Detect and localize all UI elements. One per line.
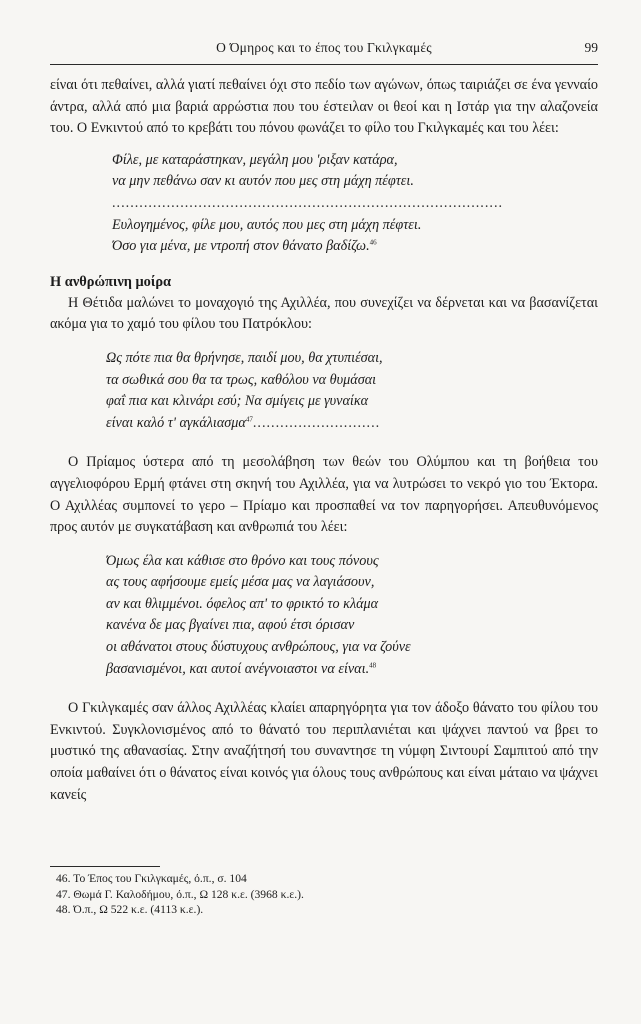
poem-line: Ως πότε πια θα θρήνησε, παιδί μου, θα χτυπιέσαι, — [106, 349, 383, 366]
footnote-rule — [50, 866, 160, 867]
footnote-ref: 48 — [369, 660, 377, 669]
poem-line: Ευλογημένος, φίλε μου, αυτός που μες στη μάχη πέφτει. — [112, 216, 422, 233]
paragraph-1: είναι ότι πεθαίνει, αλλά γιατί πεθαίνει όχι στο πεδίο των αγώνων, όπως ταιριάζει σε ένα γενναίο άντρα, αλλά από μια βαριά αρρώστια που του έστειλαν οι θεοί και η Ιστάρ για την αλαζονεία του. Ο Ενκιντού από το κρεβάτι του πόνου φωνάζει το φίλο του Γκιλγκαμές και του λέει: — [50, 77, 598, 137]
paragraph-3: Ο Πρίαμος ύστερα από τη μεσολάβηση των θεών του Ολύμπου και τη βοήθεια του αγγελιοφόρου Ερμή φτάνει στη σκηνή του Αχιλλέα, για να λυτρώσει το νεκρό γιο του Έκτορα. Ο Αχιλλέας συμπονεί το γερο – Πρίαμο και προσπαθεί να τον παρηγορήσει. Απευθυνόμενος προς αυτόν με συγκατάβαση και ανθρωπιά του λέει: — [50, 454, 598, 536]
poem-enkidu — [112, 150, 598, 258]
poem-thetis — [106, 348, 598, 434]
footnotes — [50, 866, 598, 918]
poem-line: κανένα δε μας βγαίνει πια, αφού έτσι όρισαν — [106, 617, 355, 634]
footnote: 47. Θωμά Γ. Καλοδήμου, ό.π., Ω 128 κ.ε. (3968 κ.ε.). — [56, 887, 304, 901]
poem-line: αν και θλιμμένοι. όφελος απ' το φρικτό το κλάμα — [106, 595, 379, 612]
footnote: 48. Ό.π., Ω 522 κ.ε. (4113 κ.ε.). — [56, 903, 204, 916]
poem-ellipsis: ............................ — [252, 414, 381, 431]
poem-line: φαΐ πια και κλινάρι εσύ; Να σμίγεις με γυναίκα — [106, 393, 369, 410]
poem-line: ας τους αφήσουμε εμείς μέσα μας να λαγιάσουν, — [106, 574, 375, 591]
poem-line: βασανισμένοι, και αυτοί ανέγνοιαστοι να είναι.$^{48}$ — [106, 660, 377, 677]
running-header — [50, 40, 598, 65]
footnote-ref: 47 — [245, 414, 253, 423]
poem-line: Όσο για μένα, με ντροπή στον θάνατο βαδίζω.$^{46}$ — [112, 238, 377, 255]
section-heading: Η ανθρώπινη μοίρα — [50, 273, 172, 290]
poem-line: τα σωθικά σου θα τα τρως, καθόλου να θυμάσαι — [106, 371, 377, 388]
poem-line: να μην πεθάνω σαν κι αυτόν που μες στη μάχη πέφτει. — [112, 173, 414, 190]
paragraph-4: Ο Γκιλγκαμές σαν άλλος Αχιλλέας κλαίει απαρηγόρητα για τον άδοξο θάνατο του φίλου του Ενκιντού. Συγκλονισμένος από το θάνατό του περιπλανιέται και ψάχνει παντού να βρει το μυστικό της αθανασίας. Στην αναζήτησή του συναντησε τη νύμφη Σιντουρί Σαμπιτού από την οποία μαθαίνει ότι ο θάνατος είναι κοινός για όλους τους ανθρώπους και είναι μάταιο να ψάχνει κανείς — [50, 700, 598, 803]
poem-line: είναι καλό τ' αγκάλιασμα$^{47}$............................ — [106, 414, 381, 431]
book-page — [50, 40, 598, 806]
poem-line: οι αθάνατοι στους δύστυχους ανθρώπους, για να ζούνε — [106, 639, 411, 656]
poem-ellipsis: ...................................................................................... — [112, 194, 504, 211]
poem-line: Όμως έλα και κάθισε στο θρόνο και τους πόνους — [106, 552, 379, 569]
page-number: 99 — [584, 40, 598, 55]
footnote-ref: 46 — [369, 238, 377, 247]
paragraph-2: Η Θέτιδα μαλώνει το μοναχογιό της Αχιλλέα, που συνεχίζει να δέρνεται και να βασανίζεται ακόμα για το χαμό του φίλου του Πατρόκλου: — [50, 294, 598, 333]
poem-achilles — [106, 551, 598, 681]
poem-line: Φίλε, με καταράστηκαν, μεγάλη μου 'ριξαν κατάρα, — [112, 151, 398, 168]
running-title: Ο Όμηρος και το έπος του Γκιλγκαμές — [216, 40, 432, 55]
footnote: 46. Το Έπος του Γκιλγκαμές, ό.π., σ. 104 — [56, 872, 247, 885]
